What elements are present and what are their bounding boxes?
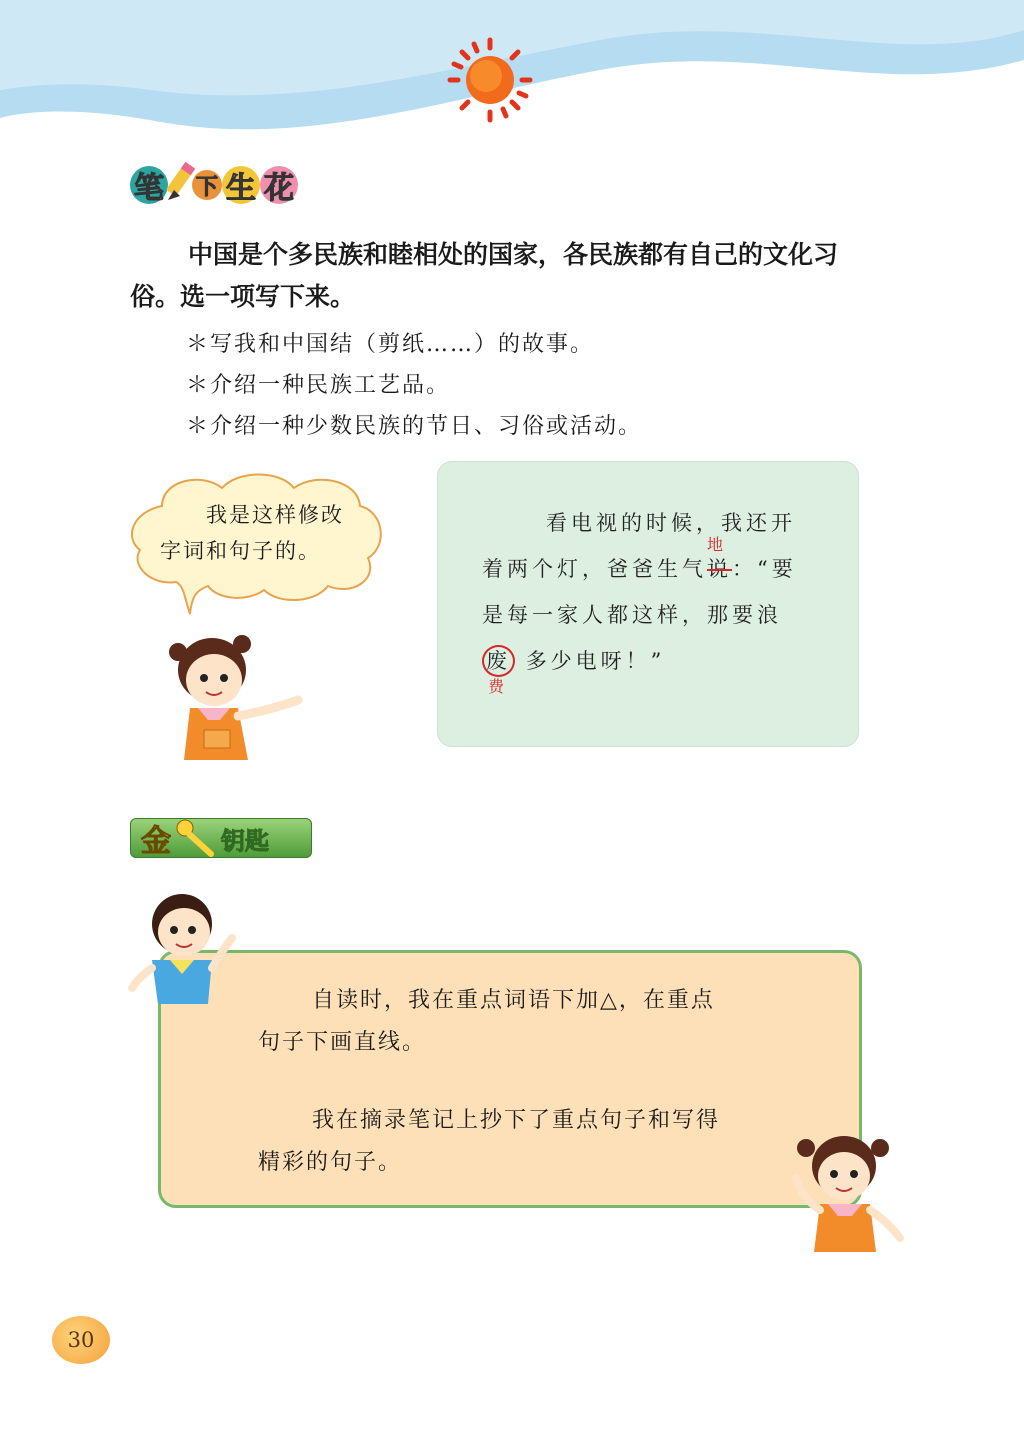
circled-word: 废 [482,645,515,677]
page-number: 30 [52,1316,110,1364]
section-logo-writing [130,160,298,210]
note-line [482,638,822,696]
boy-illustration [124,888,244,1008]
tip-line: 自读时，我在重点词语下加△，在重点 [312,988,715,1013]
correction-mark [482,638,515,696]
intro-line: 俗。选一项写下来。 [130,282,356,311]
logo-char: 生 [222,166,260,204]
struck-word: 说 [707,557,732,581]
cloud-line: 字词和句子的。 [160,539,321,563]
girl-illustration [160,630,310,770]
replacement-word: 费 [488,677,509,696]
topic-option: ＊介绍一种少数民族的节日、习俗或活动。 [186,414,643,439]
topic-option: ＊介绍一种民族工艺品。 [186,373,451,398]
sky-banner [0,0,1024,150]
key-icon [171,818,221,858]
cloud-line: 我是这样修改 [206,503,344,527]
logo-char: 下 [192,170,222,200]
logo-char: 匙 [245,826,269,855]
note-line: 看电视的时候，我还开 [546,511,796,535]
inserted-word: 地 [707,535,728,554]
logo-char: 花 [260,166,298,204]
intro-line: 中国是个多民族和睦相处的国家，各民族都有自己的文化习 [188,240,839,269]
note-text-segment: ：“要 [732,557,797,581]
note-line [482,535,822,592]
tip-line: 句子下画直线。 [258,1030,427,1055]
tip-paragraph [258,980,778,1064]
logo-char: 金 [141,824,171,859]
logo-char: 钥 [221,826,245,855]
tip-line: 我在摘录笔记上抄下了重点句子和写得 [312,1108,721,1133]
note-line: 是每一家人都这样，那要浪 [482,603,782,627]
revision-example-text [482,500,822,696]
topic-option: ＊写我和中国结（剪纸……）的故事。 [186,332,595,357]
girl-illustration-pointing [784,1128,914,1258]
note-text-segment: 多少电呀！” [525,649,666,673]
section-logo-golden-key [130,818,312,858]
tip-text [258,980,778,1184]
tip-paragraph [258,1100,778,1184]
speech-cloud-text [160,497,380,569]
logo-char: 笔 [130,166,168,204]
correction-mark [707,535,732,592]
intro-paragraph [130,234,910,318]
tip-line: 精彩的句子。 [258,1150,403,1175]
note-text-segment: 着两个灯，爸爸生气 [482,557,707,581]
topic-options [186,324,906,447]
